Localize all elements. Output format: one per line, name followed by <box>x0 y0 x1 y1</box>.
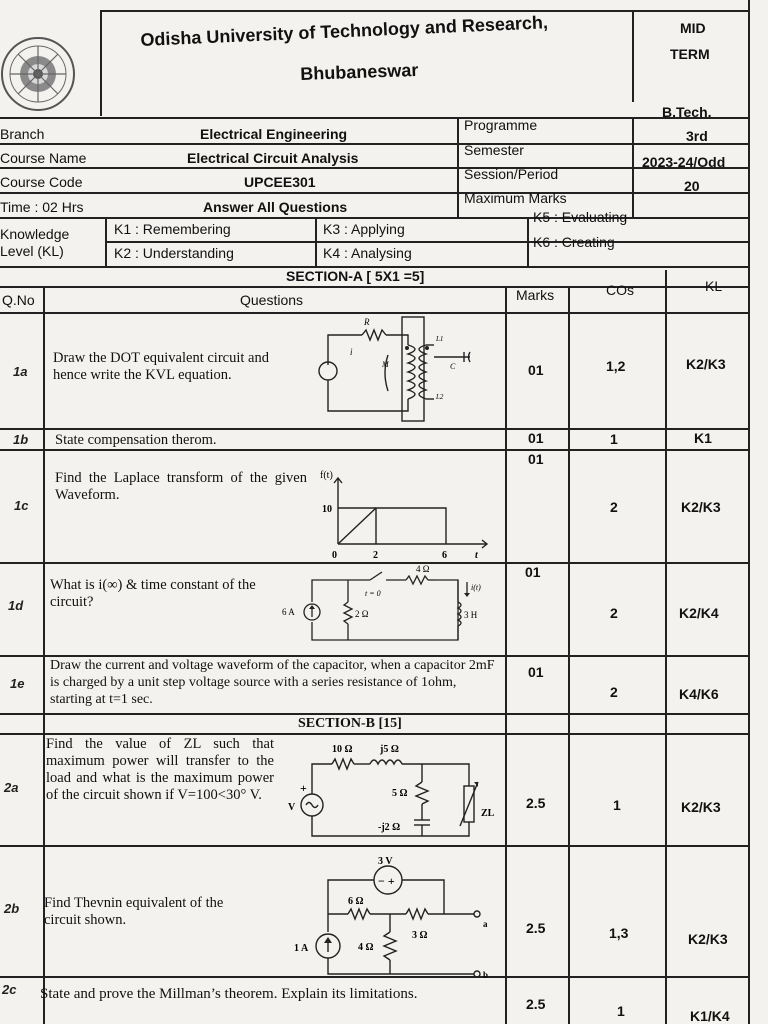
exam-type-line1: MID <box>680 20 706 36</box>
label-v: V <box>288 802 296 813</box>
wave-ymax: 10 <box>322 504 332 515</box>
divider <box>100 10 102 116</box>
label-xc: -j2 Ω <box>378 822 401 833</box>
semester-label: Semester <box>464 142 524 158</box>
programme-value: B.Tech. <box>662 104 712 120</box>
question-marks: 2.5 <box>526 996 546 1012</box>
label-r2: 4 Ω <box>416 564 430 574</box>
minus-plus-icon: − + <box>378 874 395 888</box>
label-r: R <box>364 317 370 327</box>
question-marks: 01 <box>528 451 544 467</box>
divider <box>0 449 748 451</box>
divider <box>315 217 317 266</box>
wave-t1: 2 <box>373 550 378 561</box>
label-switch: t = 0 <box>365 589 381 598</box>
question-number: 1c <box>14 498 29 513</box>
question-number: 1d <box>8 598 24 613</box>
question-cos: 1 <box>613 797 621 813</box>
label-inductor: 3 H <box>464 610 478 620</box>
wave-tlabel: t <box>475 550 478 561</box>
label-xl: j5 Ω <box>380 744 399 755</box>
question-marks: 01 <box>528 362 544 378</box>
figure-rl-circuit <box>280 562 500 652</box>
kl-k1: K1 : Remembering <box>114 221 231 237</box>
divider <box>632 117 634 217</box>
label-i: i <box>350 347 353 357</box>
branch-label: Branch <box>0 126 45 142</box>
question-kl: K4/K6 <box>679 686 719 702</box>
question-kl: K2/K3 <box>688 931 728 947</box>
question-cos: 1,2 <box>606 358 626 374</box>
divider <box>100 10 750 12</box>
label-is: 1 A <box>294 943 309 954</box>
semester-value: 3rd <box>686 128 708 144</box>
terminal-b: b <box>483 970 489 978</box>
university-city: Bhubaneswar <box>300 59 419 84</box>
label-r1: 2 Ω <box>355 609 369 619</box>
question-marks: 01 <box>528 664 544 680</box>
course-name-value: Electrical Circuit Analysis <box>187 150 359 166</box>
question-text: Find the Laplace transform of the given Waveform. <box>55 470 307 503</box>
divider <box>0 713 748 715</box>
max-marks-value: 20 <box>684 178 700 194</box>
knowledge-label-line2: Level (KL) <box>0 243 64 259</box>
kl-k3: K3 : Applying <box>323 221 405 237</box>
branch-value: Electrical Engineering <box>200 126 348 142</box>
divider <box>0 428 748 430</box>
max-marks-label: Maximum Marks <box>464 190 567 206</box>
col-cos: COs <box>606 282 634 298</box>
question-cos: 2 <box>610 499 618 515</box>
question-text: Find the value of ZL such that maximum power will transfer to the load and what is the maximum power of the circuit shown if V=100<30° V. <box>46 736 274 803</box>
question-number: 2c <box>2 982 17 997</box>
question-number: 1b <box>13 432 29 447</box>
wave-t0: 0 <box>332 550 337 561</box>
divider <box>665 270 667 1024</box>
divider <box>457 117 459 217</box>
plus-sign-icon: + <box>300 781 307 795</box>
label-zl: ZL <box>481 808 495 819</box>
question-kl: K1 <box>694 430 712 446</box>
label-l2: L2 <box>436 393 444 401</box>
question-text: State compensation therom. <box>55 432 217 448</box>
divider <box>0 192 748 194</box>
divider <box>0 117 748 119</box>
session-value: 2023-24/Odd <box>642 154 726 170</box>
label-r1: 6 Ω <box>348 896 364 907</box>
exam-type-line2: TERM <box>670 46 710 62</box>
university-seal-icon <box>0 28 80 120</box>
divider <box>0 217 748 219</box>
question-cos: 2 <box>610 684 618 700</box>
divider <box>0 312 748 314</box>
label-l1: L1 <box>436 335 444 343</box>
divider <box>527 217 529 266</box>
kl-k4: K4 : Analysing <box>323 245 412 261</box>
question-kl: K2/K3 <box>681 499 721 515</box>
kl-k5: K5 : Evaluating <box>533 209 628 225</box>
university-name: Odisha University of Technology and Research, <box>140 12 549 50</box>
question-cos: 1 <box>610 431 618 447</box>
question-cos: 2 <box>610 605 618 621</box>
question-marks: 2.5 <box>526 920 546 936</box>
question-cos: 1,3 <box>609 925 629 941</box>
section-a-title: SECTION-A [ 5X1 =5] <box>286 268 425 284</box>
time-label: Time : 02 Hrs <box>0 199 84 215</box>
divider <box>0 286 748 288</box>
kl-k2: K2 : Understanding <box>114 245 234 261</box>
label-r2: 3 Ω <box>412 930 428 941</box>
question-number: 2a <box>4 780 19 795</box>
divider <box>0 143 748 145</box>
question-text: What is i(∞) & time constant of the circuit? <box>50 577 256 610</box>
question-text: State and prove the Millman’s theorem. Explain its limitations. <box>40 986 418 1002</box>
divider <box>0 733 748 735</box>
divider <box>748 0 750 1024</box>
session-label: Session/Period <box>464 166 559 182</box>
question-text: Find Thevnin equivalent of the circuit shown. <box>44 895 224 928</box>
course-code-label: Course Code <box>0 174 83 190</box>
instruction-text: Answer All Questions <box>203 199 348 215</box>
course-code-value: UPCEE301 <box>244 174 316 190</box>
question-marks: 01 <box>525 564 541 580</box>
figure-max-power-circuit <box>284 736 499 842</box>
divider <box>105 217 107 266</box>
question-text: Draw the current and voltage waveform of the capacitor, when a capacitor 2mF is charged by a unit step voltage source with a series resistance of 1ohm, starting at t=1 sec. <box>50 658 495 707</box>
question-number: 2b <box>4 901 20 916</box>
label-r: 10 Ω <box>332 744 353 755</box>
question-number: 1e <box>10 676 25 691</box>
question-cos: 1 <box>617 1003 625 1019</box>
question-number: 1a <box>13 364 28 379</box>
wave-ylabel: f(t) <box>320 470 333 481</box>
terminal-a: a <box>483 919 488 929</box>
question-marks: 01 <box>528 430 544 446</box>
label-r2: 5 Ω <box>392 788 408 799</box>
course-name-label: Course Name <box>0 150 87 166</box>
label-c: C <box>450 362 456 371</box>
figure-thevenin-circuit <box>286 848 496 978</box>
question-text: Draw the DOT equivalent circuit and hence write the KVL equation. <box>53 350 269 383</box>
programme-label: Programme <box>464 117 538 133</box>
label-m: M <box>382 360 389 369</box>
col-kl: KL <box>705 278 723 294</box>
label-r3: 4 Ω <box>358 942 374 953</box>
question-kl: K2/K3 <box>686 356 726 372</box>
knowledge-label-line1: Knowledge <box>0 226 70 242</box>
question-kl: K2/K3 <box>681 799 721 815</box>
divider <box>0 167 748 169</box>
divider <box>632 10 634 102</box>
label-current: i(t) <box>471 583 481 592</box>
question-kl: K1/K4 <box>690 1008 730 1024</box>
figure-coupled-circuit <box>310 315 490 427</box>
figure-waveform <box>312 462 497 562</box>
label-vs: 3 V <box>378 856 393 867</box>
kl-k6: K6 : Creating <box>533 234 615 250</box>
wave-t2: 6 <box>442 550 447 561</box>
question-marks: 2.5 <box>526 795 546 811</box>
col-marks: Marks <box>516 287 555 303</box>
divider <box>0 845 748 847</box>
divider <box>105 241 748 243</box>
col-questions: Questions <box>240 292 304 308</box>
section-b-title: SECTION-B [15] <box>298 716 402 731</box>
col-qno: Q.No <box>2 292 35 308</box>
question-kl: K2/K4 <box>679 605 719 621</box>
label-source: 6 A <box>282 607 295 617</box>
